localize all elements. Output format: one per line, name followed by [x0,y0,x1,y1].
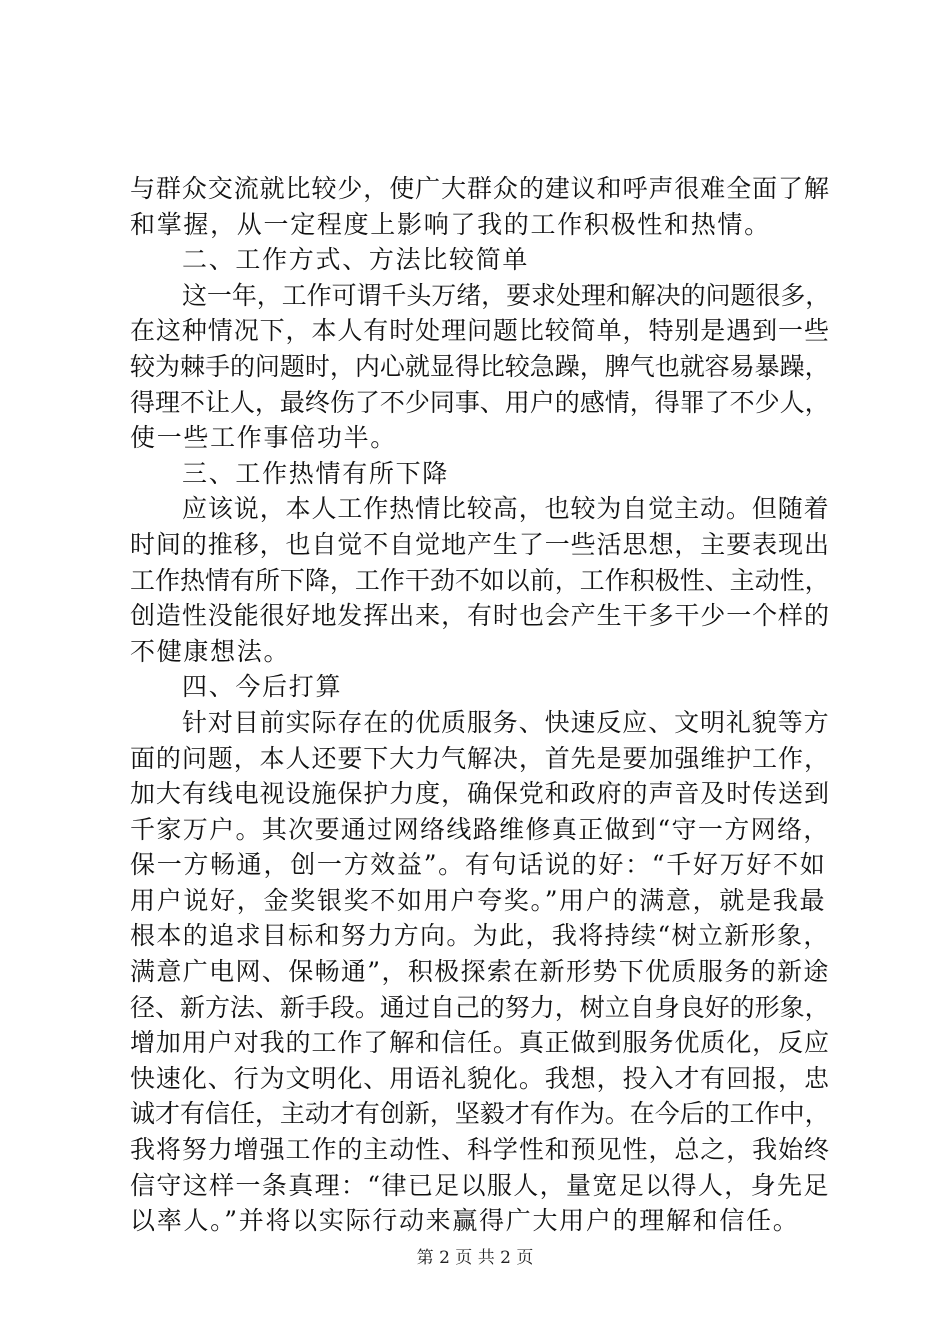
text-line: 保一方畅通，创一方效益”。有句话说的好：“千好万好不如 [130,850,827,880]
text-line: 得理不让人，最终伤了不少同事、用户的感情，得罪了不少人， [130,387,830,417]
text-line: 加大有线电视设施保护力度，确保党和政府的声音及时传送到 [130,779,830,809]
text-line: 四、今后打算 [182,672,343,702]
text-line: 千家万户。其次要通过网络线路维修真正做到“守一方网络， [130,814,830,844]
text-line: 用户说好，金奖银奖不如用户夸奖。”用户的满意，就是我最 [130,885,827,915]
text-line: 根本的追求目标和努力方向。为此，我将持续“树立新形象， [130,921,830,951]
text-line: 满意广电网、保畅通”，积极探索在新形势下优质服务的新途 [130,957,830,987]
text-line: 二、工作方式、方法比较简单 [182,245,530,275]
page-footer: 第 2 页 共 2 页 [416,1248,534,1268]
text-line: 与群众交流就比较少，使广大群众的建议和呼声很难全面了解 [130,174,830,203]
text-line: 快速化、行为文明化、用语礼貌化。我想，投入才有回报，忠 [130,1063,830,1093]
text-line: 径、新方法、新手段。通过自己的努力，树立自身良好的形象， [130,992,830,1022]
text-line: 在这种情况下，本人有时处理问题比较简单，特别是遇到一些 [130,316,830,346]
text-line: 三、工作热情有所下降 [182,458,450,488]
text-line: 以率人。”并将以实际行动来赢得广大用户的理解和信任。 [130,1206,800,1236]
text-line: 诚才有信任，主动才有创新，坚毅才有作为。在今后的工作中， [130,1099,830,1129]
text-line: 我将努力增强工作的主动性、科学性和预见性，总之，我始终 [130,1135,830,1165]
text-line: 和掌握，从一定程度上影响了我的工作积极性和热情。 [130,209,771,239]
text-line: 较为棘手的问题时，内心就显得比较急躁，脾气也就容易暴躁， [130,351,830,381]
text-line: 使一些工作事倍功半。 [130,423,398,453]
text-line: 增加用户对我的工作了解和信任。真正做到服务优质化，反应 [130,1028,830,1058]
text-line: 不健康想法。 [130,636,291,666]
text-line: 面的问题，本人还要下大力气解决，首先是要加强维护工作， [130,743,830,773]
text-line: 创造性没能很好地发挥出来，有时也会产生干多干少一个样的 [130,601,830,631]
text-line: 应该说，本人工作热情比较高，也较为自觉主动。但随着 [182,494,830,524]
text-line: 信守这样一条真理：“律已足以服人，量宽足以得人，身先足 [130,1170,830,1200]
document-body [130,171,830,1239]
text-line: 这一年，工作可谓千头万绪，要求处理和解决的问题很多， [182,280,831,310]
text-line: 时间的推移，也自觉不自觉地产生了一些活思想，主要表现出 [130,529,830,559]
text-line: 工作热情有所下降，工作干劲不如以前，工作积极性、主动性， [130,565,830,595]
text-line: 针对目前实际存在的优质服务、快速反应、文明礼貌等方 [182,707,830,737]
